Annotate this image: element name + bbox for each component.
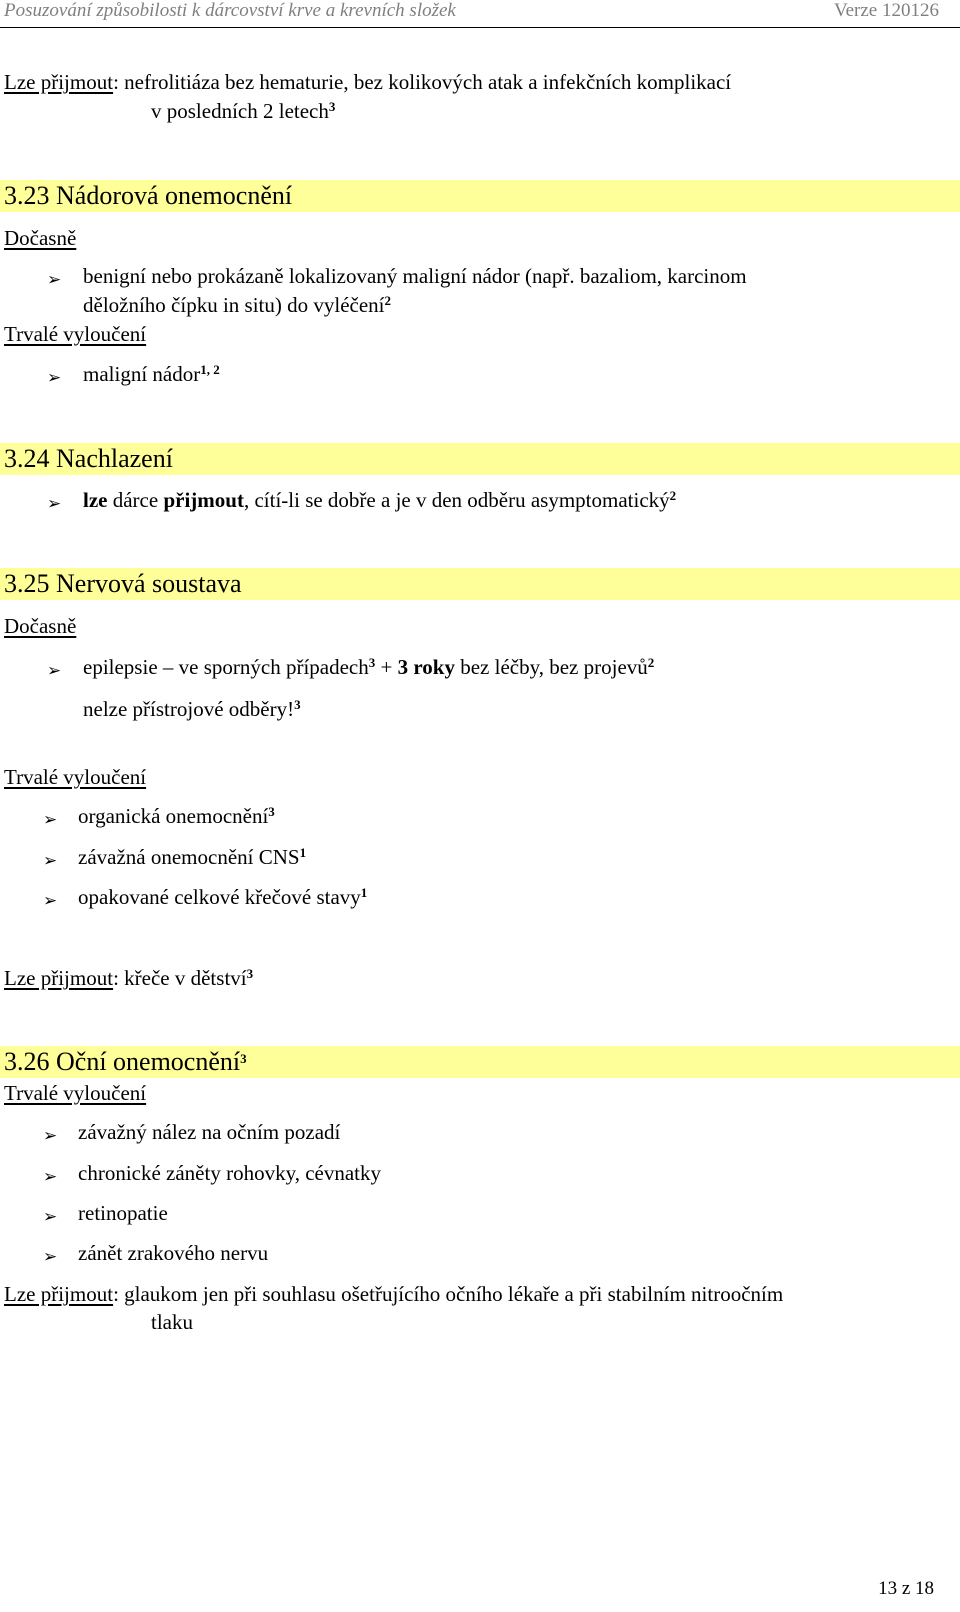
list-item — [43, 805, 57, 832]
list-item-text: benigní nebo prokázaně lokalizovaný maligní nádor (např. bazaliom, karcinom — [83, 264, 747, 288]
section-heading-3-23: 3.23 Nádorová onemocnění — [4, 181, 293, 210]
list-item — [43, 1121, 57, 1148]
section-heading-3-24: 3.24 Nachlazení — [4, 444, 173, 473]
accept-line: Lze přijmout: nefrolitiáza bez hematurie, bez kolikových atak a infekčních komplikací — [4, 70, 732, 94]
accept-text: nefrolitiáza bez hematurie, bez kolikových atak a infekčních komplikací — [124, 70, 732, 94]
list-item-text: chronické záněty rohovky, cévnatky — [78, 1161, 382, 1185]
document-title: Posuzování způsobilosti k dárcovství krve a krevních složek — [4, 0, 456, 21]
bullet-arrow-icon: ➢ — [43, 810, 58, 830]
accept-line-continued: tlaku — [151, 1310, 193, 1334]
section-heading-3-26: 3.26 Oční onemocnění$^3$ — [4, 1047, 247, 1076]
list-item-text: epilepsie – ve sporných případech$^3$ + 3 roky bez léčby, bez projevů$^2$ — [83, 655, 655, 679]
list-item-text: retinopatie — [78, 1201, 168, 1225]
list-item — [47, 489, 61, 516]
list-item — [43, 1162, 57, 1189]
bullet-arrow-icon: ➢ — [43, 891, 58, 911]
list-item — [43, 886, 57, 913]
temporary-label: Dočasně — [4, 226, 77, 250]
list-item — [47, 656, 61, 683]
bullet-arrow-icon: ➢ — [47, 494, 62, 514]
list-item-text: maligní nádor$^{1, 2}$ — [83, 362, 220, 386]
permanent-exclusion-label: Trvalé vyloučení — [4, 322, 147, 346]
list-item-text: závažný nález na očním pozadí — [78, 1120, 341, 1144]
list-item — [43, 1242, 57, 1269]
bullet-arrow-icon: ➢ — [47, 270, 62, 290]
bullet-arrow-icon: ➢ — [47, 368, 62, 388]
list-item-text: zánět zrakového nervu — [78, 1241, 269, 1265]
permanent-exclusion-label: Trvalé vyloučení — [4, 765, 147, 789]
bullet-arrow-icon: ➢ — [47, 661, 62, 681]
warning-note: nelze přístrojové odběry!$^3$ — [83, 697, 301, 721]
bullet-arrow-icon: ➢ — [43, 1167, 58, 1187]
temporary-label: Dočasně — [4, 614, 77, 638]
accept-label: Lze přijmout — [4, 1282, 114, 1306]
list-item-text: opakované celkové křečové stavy$^1$ — [78, 885, 368, 909]
page-number: 13 z 18 — [878, 1578, 934, 1599]
list-item-text: organická onemocnění$^3$ — [78, 804, 275, 828]
header-divider — [0, 27, 960, 28]
accept-line-continued: v posledních 2 letech$^3$ — [151, 99, 336, 123]
bullet-arrow-icon: ➢ — [43, 1247, 58, 1267]
permanent-exclusion-label: Trvalé vyloučení — [4, 1081, 147, 1105]
list-item — [47, 265, 61, 292]
accept-label: Lze přijmout — [4, 966, 114, 990]
bullet-arrow-icon: ➢ — [43, 1207, 58, 1227]
section-heading-3-25: 3.25 Nervová soustava — [4, 569, 242, 598]
accept-label: Lze přijmout — [4, 70, 114, 94]
list-item — [47, 363, 61, 390]
list-item-text-continued: děložního čípku in situ) do vyléčení$^2$ — [83, 293, 392, 317]
list-item-text: lze dárce přijmout, cítí-li se dobře a je v den odběru asymptomatický$^2$ — [83, 488, 677, 512]
list-item — [43, 846, 57, 873]
accept-line: Lze přijmout: glaukom jen při souhlasu ošetřujícího očního lékaře a při stabilním nitroočním — [4, 1282, 784, 1306]
accept-line: Lze přijmout: křeče v dětství$^3$ — [4, 966, 254, 990]
list-item-text: závažná onemocnění CNS$^1$ — [78, 845, 307, 869]
list-item — [43, 1202, 57, 1229]
document-version: Verze 120126 — [834, 0, 939, 21]
bullet-arrow-icon: ➢ — [43, 1126, 58, 1146]
bullet-arrow-icon: ➢ — [43, 851, 58, 871]
